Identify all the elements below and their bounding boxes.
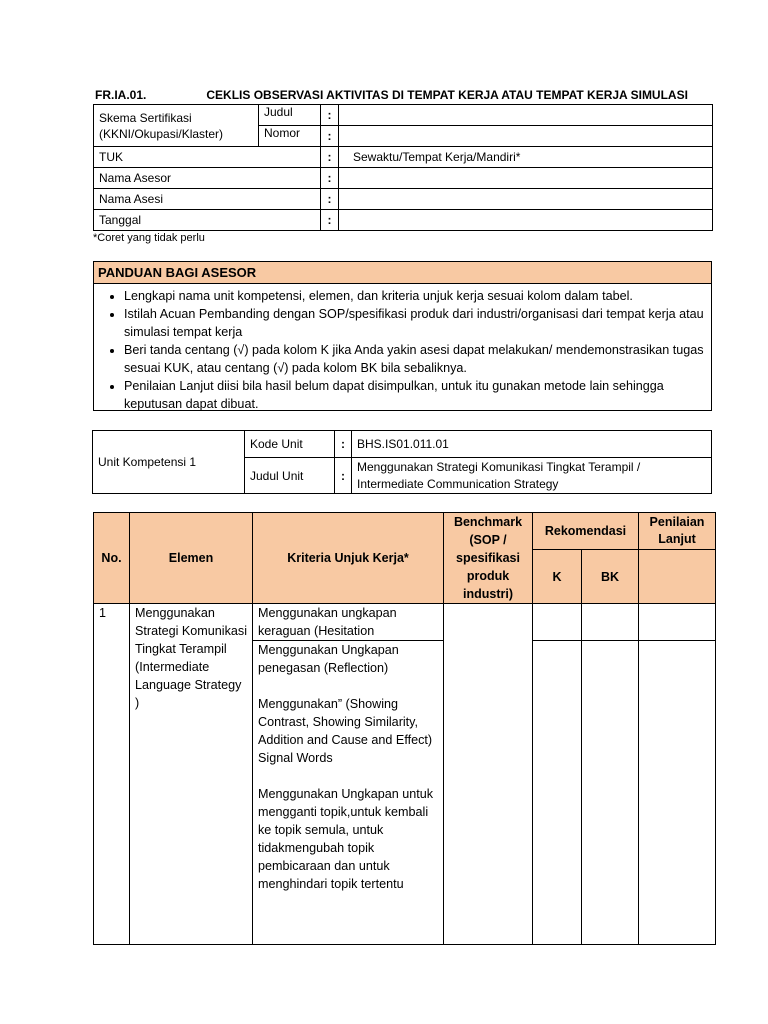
- judul-colon: :: [321, 105, 339, 126]
- asesi-field[interactable]: [339, 189, 713, 210]
- row-elemen: Menggunakan Strategi Komunikasi Tingkat Terampil (Intermediate Language Strategy ): [130, 604, 253, 945]
- guide-list: [94, 287, 711, 413]
- col-elemen-header: Elemen: [130, 513, 253, 604]
- form-heading: CEKLIS OBSERVASI AKTIVITAS DI TEMPAT KERJA ATAU TEMPAT KERJA SIMULASI: [206, 88, 688, 102]
- row-no: 1: [94, 604, 130, 945]
- kuk-cell: Menggunakan ungkapan keraguan (Hesitation: [253, 604, 444, 641]
- asesor-field[interactable]: [339, 168, 713, 189]
- observation-table: [93, 512, 716, 945]
- benchmark-cell[interactable]: [444, 604, 533, 945]
- unit-table: [92, 430, 712, 494]
- tuk-label: TUK: [94, 147, 321, 168]
- tanggal-label: Tanggal: [94, 210, 321, 231]
- col-kuk-header: Kriteria Unjuk Kerja*: [253, 513, 444, 604]
- kuk-3: Menggunakan” (Showing Contrast, Showing Similarity, Addition and Cause and Effect) Signal Words: [258, 697, 433, 765]
- guide-item: • Beri tanda centang (√) pada kolom K jika Anda yakin asesi dapat melakukan/ mendemonstrasikan tugas sesuai KUK, atau centang (√) pada kolom BK bila sebaliknya.: [124, 341, 711, 377]
- asesi-colon: :: [321, 189, 339, 210]
- judul-label: Judul: [259, 105, 321, 126]
- judul-field[interactable]: [339, 105, 713, 126]
- col-benchmark-header: Benchmark (SOP / spesifikasi produk industri): [444, 513, 533, 604]
- kode-unit-label: Kode Unit: [245, 431, 335, 458]
- col-rekomendasi-header: Rekomendasi: [533, 513, 639, 550]
- identity-table: [93, 104, 713, 231]
- judul-unit-line2: Intermediate Communication Strategy: [357, 476, 559, 491]
- tanggal-colon: :: [321, 210, 339, 231]
- asesor-colon: :: [321, 168, 339, 189]
- col-bk-header: BK: [582, 550, 639, 604]
- kuk-4: Menggunakan Ungkapan untuk mengganti topik,untuk kembali ke topik semula, untuk tidakmengubah topik pembicaraan dan untuk menghindari topik tertentu: [258, 787, 434, 891]
- strike-note: *Coret yang tidak perlu: [93, 232, 205, 244]
- guide-item: • Istilah Acuan Pembanding dengan SOP/spesifikasi produk dari industri/organisasi dari tempat kerja atau simulasi tempat kerja: [124, 305, 711, 341]
- tanggal-field[interactable]: [339, 210, 713, 231]
- col-penilaian-subheader: [639, 550, 716, 604]
- assessor-guide: [93, 261, 712, 411]
- kode-unit-value: BHS.IS01.011.01: [352, 431, 712, 458]
- col-no-header: No.: [94, 513, 130, 604]
- tuk-colon: :: [321, 147, 339, 168]
- col-penilaian-header: Penilaian Lanjut: [639, 513, 716, 550]
- asesi-label: Nama Asesi: [94, 189, 321, 210]
- judul-unit-colon: :: [335, 458, 352, 494]
- guide-heading: PANDUAN BAGI ASESOR: [94, 262, 711, 284]
- judul-unit-line1: Menggunakan Strategi Komunikasi Tingkat Terampil /: [357, 459, 641, 474]
- nomor-label: Nomor: [259, 126, 321, 147]
- kode-unit-colon: :: [335, 431, 352, 458]
- form-title: [95, 88, 688, 102]
- kuk-2: Menggunakan Ungkapan penegasan (Reflection): [258, 643, 399, 675]
- guide-item: • Lengkapi nama unit kompetensi, elemen, dan kriteria unjuk kerja sesuai kolom dalam tabel.: [124, 287, 711, 305]
- unit-label: Unit Kompetensi 1: [93, 431, 245, 494]
- judul-unit-value: [352, 458, 712, 494]
- skema-label-line2: (KKNI/Okupasi/Klaster): [99, 126, 224, 141]
- form-code: FR.IA.01.: [95, 88, 147, 102]
- guide-item: • Penilaian Lanjut diisi bila hasil belum dapat disimpulkan, untuk itu gunakan metode lain sehingga keputusan dapat dibuat.: [124, 377, 711, 413]
- judul-unit-label: Judul Unit: [245, 458, 335, 494]
- kuk-cell: [253, 641, 444, 945]
- skema-label: [94, 105, 259, 147]
- k-cell[interactable]: [533, 604, 582, 641]
- bk-cell[interactable]: [582, 641, 639, 945]
- skema-label-line1: Skema Sertifikasi: [99, 110, 192, 125]
- col-k-header: K: [533, 550, 582, 604]
- nomor-colon: :: [321, 126, 339, 147]
- nomor-field[interactable]: [339, 126, 713, 147]
- penilaian-cell[interactable]: [639, 604, 716, 641]
- k-cell[interactable]: [533, 641, 582, 945]
- bk-cell[interactable]: [582, 604, 639, 641]
- tuk-value[interactable]: Sewaktu/Tempat Kerja/Mandiri*: [339, 147, 713, 168]
- penilaian-cell[interactable]: [639, 641, 716, 945]
- asesor-label: Nama Asesor: [94, 168, 321, 189]
